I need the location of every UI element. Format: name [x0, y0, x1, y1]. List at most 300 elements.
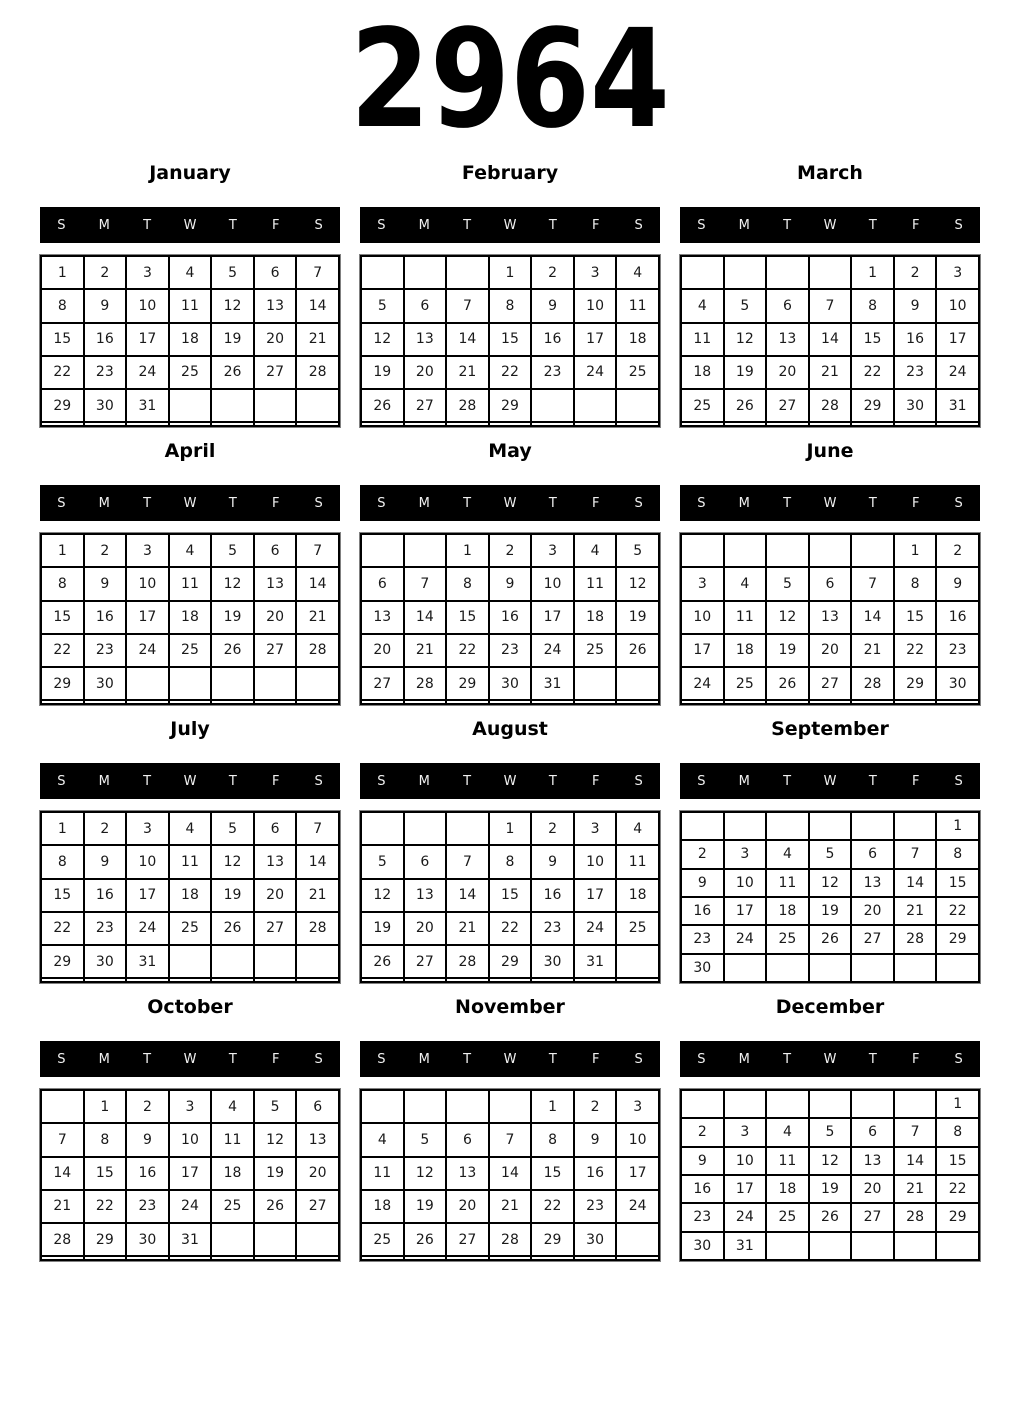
day-cell: 24: [724, 925, 767, 953]
empty-cell: [296, 1223, 339, 1256]
days-table: [680, 811, 980, 983]
empty-cell: [766, 256, 809, 289]
day-cell: 14: [809, 323, 852, 356]
day-cell: 11: [616, 845, 659, 878]
day-letter: M: [738, 495, 750, 511]
day-cell: 3: [936, 256, 979, 289]
day-cell: 10: [574, 289, 617, 322]
month-may: [360, 440, 660, 705]
empty-cell: [446, 812, 489, 845]
week-row: [681, 289, 979, 322]
week-row: [361, 256, 659, 289]
day-cell: 27: [766, 389, 809, 422]
day-cell: 18: [211, 1157, 254, 1190]
month-name: April: [164, 440, 216, 462]
day-cell: 5: [361, 845, 404, 878]
day-cell: 29: [936, 925, 979, 953]
day-cell: 26: [254, 1190, 297, 1223]
day-cell: 24: [126, 912, 169, 945]
day-cell: 6: [254, 256, 297, 289]
day-letter: T: [783, 495, 792, 511]
empty-cell: [361, 256, 404, 289]
empty-cell: [211, 422, 254, 426]
empty-cell: [41, 1256, 84, 1260]
day-cell: 15: [489, 879, 532, 912]
day-cell: 21: [296, 323, 339, 356]
day-cell: 7: [446, 289, 489, 322]
day-cell: 6: [851, 840, 894, 868]
empty-cell: [254, 945, 297, 978]
day-cell: 9: [84, 845, 127, 878]
day-cell: 30: [84, 667, 127, 700]
day-letter: F: [271, 773, 280, 789]
day-letter: S: [954, 1051, 963, 1067]
empty-cell: [766, 534, 809, 567]
days-table: [680, 533, 980, 705]
day-letter: W: [183, 495, 197, 511]
day-cell: 27: [851, 925, 894, 953]
day-cell: 24: [169, 1190, 212, 1223]
day-cell: 28: [404, 667, 447, 700]
day-letter: S: [377, 1051, 386, 1067]
day-cell: 8: [936, 840, 979, 868]
empty-cell: [766, 812, 809, 840]
week-row: [41, 567, 339, 600]
month-name: December: [775, 996, 885, 1018]
empty-cell: [254, 422, 297, 426]
empty-cell: [169, 978, 212, 982]
empty-cell: [169, 700, 212, 704]
day-cell: 18: [616, 879, 659, 912]
empty-cell: [616, 1223, 659, 1256]
empty-cell: [724, 812, 767, 840]
empty-cell: [574, 978, 617, 982]
day-cell: 30: [681, 1232, 724, 1260]
empty-cell: [84, 422, 127, 426]
day-cell: 23: [531, 356, 574, 389]
day-cell: 31: [531, 667, 574, 700]
day-cell: 17: [724, 897, 767, 925]
day-letter: S: [697, 495, 706, 511]
empty-cell: [766, 1090, 809, 1118]
empty-cell: [616, 945, 659, 978]
empty-cell: [211, 389, 254, 422]
empty-cell: [531, 389, 574, 422]
day-cell: 2: [574, 1090, 617, 1123]
day-cell: 26: [404, 1223, 447, 1256]
empty-cell: [894, 1232, 937, 1260]
day-cell: 15: [489, 323, 532, 356]
week-row: [681, 601, 979, 634]
week-row: [41, 1190, 339, 1223]
day-cell: 9: [84, 289, 127, 322]
day-cell: 17: [936, 323, 979, 356]
day-cell: 29: [489, 945, 532, 978]
day-cell: 14: [851, 601, 894, 634]
day-cell: 2: [531, 256, 574, 289]
empty-cell: [766, 700, 809, 704]
empty-cell: [446, 422, 489, 426]
day-cell: 22: [894, 634, 937, 667]
day-letter: F: [271, 1051, 280, 1067]
day-letter: T: [548, 1051, 557, 1067]
day-cell: 14: [489, 1157, 532, 1190]
month-november: [360, 996, 660, 1261]
day-cell: 15: [41, 601, 84, 634]
day-letter: F: [271, 217, 280, 233]
day-cell: 10: [126, 845, 169, 878]
day-letter: M: [418, 1051, 430, 1067]
empty-cell: [489, 1256, 532, 1260]
day-cell: 19: [724, 356, 767, 389]
empty-cell: [41, 422, 84, 426]
day-cell: 27: [254, 912, 297, 945]
day-cell: 22: [851, 356, 894, 389]
day-letter: T: [463, 495, 472, 511]
day-cell: 2: [936, 534, 979, 567]
day-cell: 5: [211, 256, 254, 289]
day-cell: 17: [574, 879, 617, 912]
day-letter: T: [868, 1051, 877, 1067]
day-cell: 9: [84, 567, 127, 600]
day-cell: 26: [809, 1203, 852, 1231]
day-cell: 17: [126, 601, 169, 634]
empty-cell: [446, 256, 489, 289]
day-cell: 7: [41, 1123, 84, 1156]
month-name: May: [488, 440, 532, 462]
day-cell: 28: [809, 389, 852, 422]
day-cell: 28: [851, 667, 894, 700]
day-cell: 5: [724, 289, 767, 322]
day-cell: 27: [404, 945, 447, 978]
day-cell: 19: [211, 601, 254, 634]
empty-cell: [489, 978, 532, 982]
day-cell: 25: [169, 912, 212, 945]
empty-cell: [766, 1232, 809, 1260]
empty-cell: [851, 1232, 894, 1260]
week-row: [41, 422, 339, 426]
day-cell: 23: [84, 634, 127, 667]
day-cell: 4: [169, 534, 212, 567]
week-row: [41, 1090, 339, 1123]
empty-cell: [809, 954, 852, 982]
empty-cell: [724, 1090, 767, 1118]
day-of-week-header: [40, 485, 340, 521]
day-cell: 10: [169, 1123, 212, 1156]
day-cell: 2: [84, 534, 127, 567]
week-row: [361, 356, 659, 389]
day-cell: 9: [936, 567, 979, 600]
day-cell: 25: [724, 667, 767, 700]
calendar-grid: [0, 162, 1020, 1261]
day-cell: 24: [531, 634, 574, 667]
day-cell: 14: [894, 869, 937, 897]
day-cell: 16: [894, 323, 937, 356]
day-cell: 30: [126, 1223, 169, 1256]
day-letter: W: [183, 773, 197, 789]
day-cell: 21: [809, 356, 852, 389]
day-cell: 11: [616, 289, 659, 322]
day-letter: M: [98, 217, 110, 233]
day-cell: 4: [169, 812, 212, 845]
day-cell: 4: [169, 256, 212, 289]
day-letter: S: [634, 1051, 643, 1067]
day-cell: 20: [809, 634, 852, 667]
day-cell: 15: [936, 869, 979, 897]
day-cell: 8: [851, 289, 894, 322]
week-row: [361, 422, 659, 426]
empty-cell: [724, 256, 767, 289]
day-cell: 5: [211, 812, 254, 845]
day-cell: 31: [169, 1223, 212, 1256]
day-cell: 14: [296, 845, 339, 878]
day-cell: 19: [211, 879, 254, 912]
year-title: 2964: [350, 1, 670, 159]
day-cell: 6: [254, 812, 297, 845]
day-cell: 2: [126, 1090, 169, 1123]
day-cell: 17: [724, 1175, 767, 1203]
day-cell: 12: [766, 601, 809, 634]
day-cell: 5: [766, 567, 809, 600]
empty-cell: [851, 534, 894, 567]
day-cell: 14: [404, 601, 447, 634]
day-cell: 16: [84, 601, 127, 634]
day-cell: 25: [169, 356, 212, 389]
day-cell: 5: [616, 534, 659, 567]
day-letter: M: [738, 773, 750, 789]
week-row: [41, 700, 339, 704]
day-cell: 16: [936, 601, 979, 634]
day-letter: S: [954, 495, 963, 511]
day-cell: 18: [574, 601, 617, 634]
day-cell: 19: [404, 1190, 447, 1223]
day-cell: 16: [531, 323, 574, 356]
day-cell: 29: [936, 1203, 979, 1231]
week-row: [41, 389, 339, 422]
day-cell: 21: [296, 879, 339, 912]
day-cell: 6: [809, 567, 852, 600]
day-cell: 30: [894, 389, 937, 422]
day-cell: 29: [41, 389, 84, 422]
day-cell: 20: [404, 356, 447, 389]
day-of-week-header: [40, 763, 340, 799]
day-cell: 23: [936, 634, 979, 667]
day-cell: 3: [724, 1118, 767, 1146]
week-row: [361, 1157, 659, 1190]
empty-cell: [809, 422, 852, 426]
day-cell: 31: [126, 945, 169, 978]
day-cell: 1: [894, 534, 937, 567]
day-letter: F: [911, 495, 920, 511]
day-cell: 2: [489, 534, 532, 567]
day-cell: 19: [361, 356, 404, 389]
day-cell: 25: [361, 1223, 404, 1256]
day-cell: 3: [531, 534, 574, 567]
day-letter: M: [98, 495, 110, 511]
day-cell: 3: [616, 1090, 659, 1123]
day-cell: 23: [489, 634, 532, 667]
empty-cell: [616, 667, 659, 700]
day-cell: 22: [531, 1190, 574, 1223]
empty-cell: [254, 700, 297, 704]
day-letter: S: [57, 1051, 66, 1067]
empty-cell: [126, 700, 169, 704]
day-cell: 26: [766, 667, 809, 700]
day-cell: 23: [681, 925, 724, 953]
week-row: [681, 840, 979, 868]
day-cell: 29: [531, 1223, 574, 1256]
week-row: [41, 978, 339, 982]
day-letter: T: [868, 217, 877, 233]
empty-cell: [211, 667, 254, 700]
day-cell: 7: [489, 1123, 532, 1156]
day-cell: 24: [681, 667, 724, 700]
day-cell: 16: [681, 1175, 724, 1203]
day-cell: 11: [724, 601, 767, 634]
empty-cell: [41, 978, 84, 982]
week-row: [681, 812, 979, 840]
day-cell: 2: [84, 812, 127, 845]
day-cell: 14: [296, 289, 339, 322]
empty-cell: [724, 534, 767, 567]
day-letter: S: [314, 217, 323, 233]
day-cell: 1: [851, 256, 894, 289]
day-cell: 13: [254, 845, 297, 878]
day-cell: 30: [84, 389, 127, 422]
day-cell: 31: [574, 945, 617, 978]
day-letter: S: [634, 217, 643, 233]
empty-cell: [724, 700, 767, 704]
day-cell: 11: [169, 289, 212, 322]
day-cell: 13: [809, 601, 852, 634]
month-name: January: [149, 162, 231, 184]
day-cell: 3: [681, 567, 724, 600]
empty-cell: [681, 534, 724, 567]
empty-cell: [254, 1256, 297, 1260]
day-cell: 5: [809, 1118, 852, 1146]
day-cell: 3: [574, 256, 617, 289]
day-cell: 15: [851, 323, 894, 356]
day-cell: 5: [404, 1123, 447, 1156]
week-row: [681, 897, 979, 925]
day-cell: 8: [41, 567, 84, 600]
empty-cell: [126, 422, 169, 426]
day-letter: S: [377, 217, 386, 233]
week-row: [681, 256, 979, 289]
day-cell: 3: [126, 256, 169, 289]
week-row: [41, 634, 339, 667]
day-cell: 10: [724, 869, 767, 897]
empty-cell: [809, 256, 852, 289]
week-row: [41, 356, 339, 389]
day-letter: T: [143, 495, 152, 511]
day-cell: 1: [489, 256, 532, 289]
day-of-week-header: [360, 207, 660, 243]
empty-cell: [894, 954, 937, 982]
day-cell: 17: [531, 601, 574, 634]
day-cell: 26: [809, 925, 852, 953]
month-name: March: [797, 162, 863, 184]
day-cell: 14: [894, 1147, 937, 1175]
empty-cell: [766, 954, 809, 982]
day-letter: T: [868, 495, 877, 511]
day-cell: 25: [169, 634, 212, 667]
day-letter: T: [463, 773, 472, 789]
empty-cell: [296, 422, 339, 426]
week-row: [41, 601, 339, 634]
day-cell: 27: [851, 1203, 894, 1231]
day-letter: T: [548, 773, 557, 789]
day-letter: T: [228, 1051, 237, 1067]
week-row: [41, 845, 339, 878]
empty-cell: [296, 667, 339, 700]
day-letter: T: [463, 1051, 472, 1067]
day-cell: 10: [126, 567, 169, 600]
day-cell: 7: [296, 534, 339, 567]
day-cell: 12: [361, 879, 404, 912]
day-cell: 14: [41, 1157, 84, 1190]
day-cell: 26: [211, 634, 254, 667]
days-table: [40, 255, 340, 427]
day-letter: T: [783, 217, 792, 233]
empty-cell: [404, 256, 447, 289]
day-of-week-header: [40, 207, 340, 243]
empty-cell: [489, 422, 532, 426]
day-cell: 10: [936, 289, 979, 322]
day-letter: S: [57, 217, 66, 233]
day-cell: 1: [41, 256, 84, 289]
empty-cell: [169, 945, 212, 978]
day-cell: 10: [724, 1147, 767, 1175]
day-cell: 13: [851, 869, 894, 897]
day-letter: F: [911, 1051, 920, 1067]
week-row: [681, 1090, 979, 1118]
day-of-week-header: [680, 207, 980, 243]
day-cell: 17: [169, 1157, 212, 1190]
day-cell: 9: [126, 1123, 169, 1156]
day-cell: 17: [681, 634, 724, 667]
day-cell: 22: [446, 634, 489, 667]
day-cell: 7: [809, 289, 852, 322]
empty-cell: [724, 422, 767, 426]
day-cell: 21: [489, 1190, 532, 1223]
month-name: September: [771, 718, 889, 740]
day-cell: 27: [809, 667, 852, 700]
day-cell: 25: [766, 925, 809, 953]
day-cell: 23: [574, 1190, 617, 1223]
empty-cell: [809, 534, 852, 567]
week-row: [361, 534, 659, 567]
day-cell: 5: [361, 289, 404, 322]
empty-cell: [851, 1090, 894, 1118]
day-cell: 1: [531, 1090, 574, 1123]
day-cell: 24: [574, 356, 617, 389]
day-cell: 30: [936, 667, 979, 700]
week-row: [41, 912, 339, 945]
day-cell: 8: [446, 567, 489, 600]
month-september: [680, 718, 980, 983]
day-of-week-header: [680, 763, 980, 799]
day-cell: 16: [84, 323, 127, 356]
day-cell: 23: [84, 356, 127, 389]
day-cell: 24: [574, 912, 617, 945]
empty-cell: [616, 1256, 659, 1260]
day-letter: T: [228, 217, 237, 233]
day-cell: 15: [446, 601, 489, 634]
week-row: [361, 323, 659, 356]
empty-cell: [809, 1232, 852, 1260]
day-letter: S: [377, 773, 386, 789]
